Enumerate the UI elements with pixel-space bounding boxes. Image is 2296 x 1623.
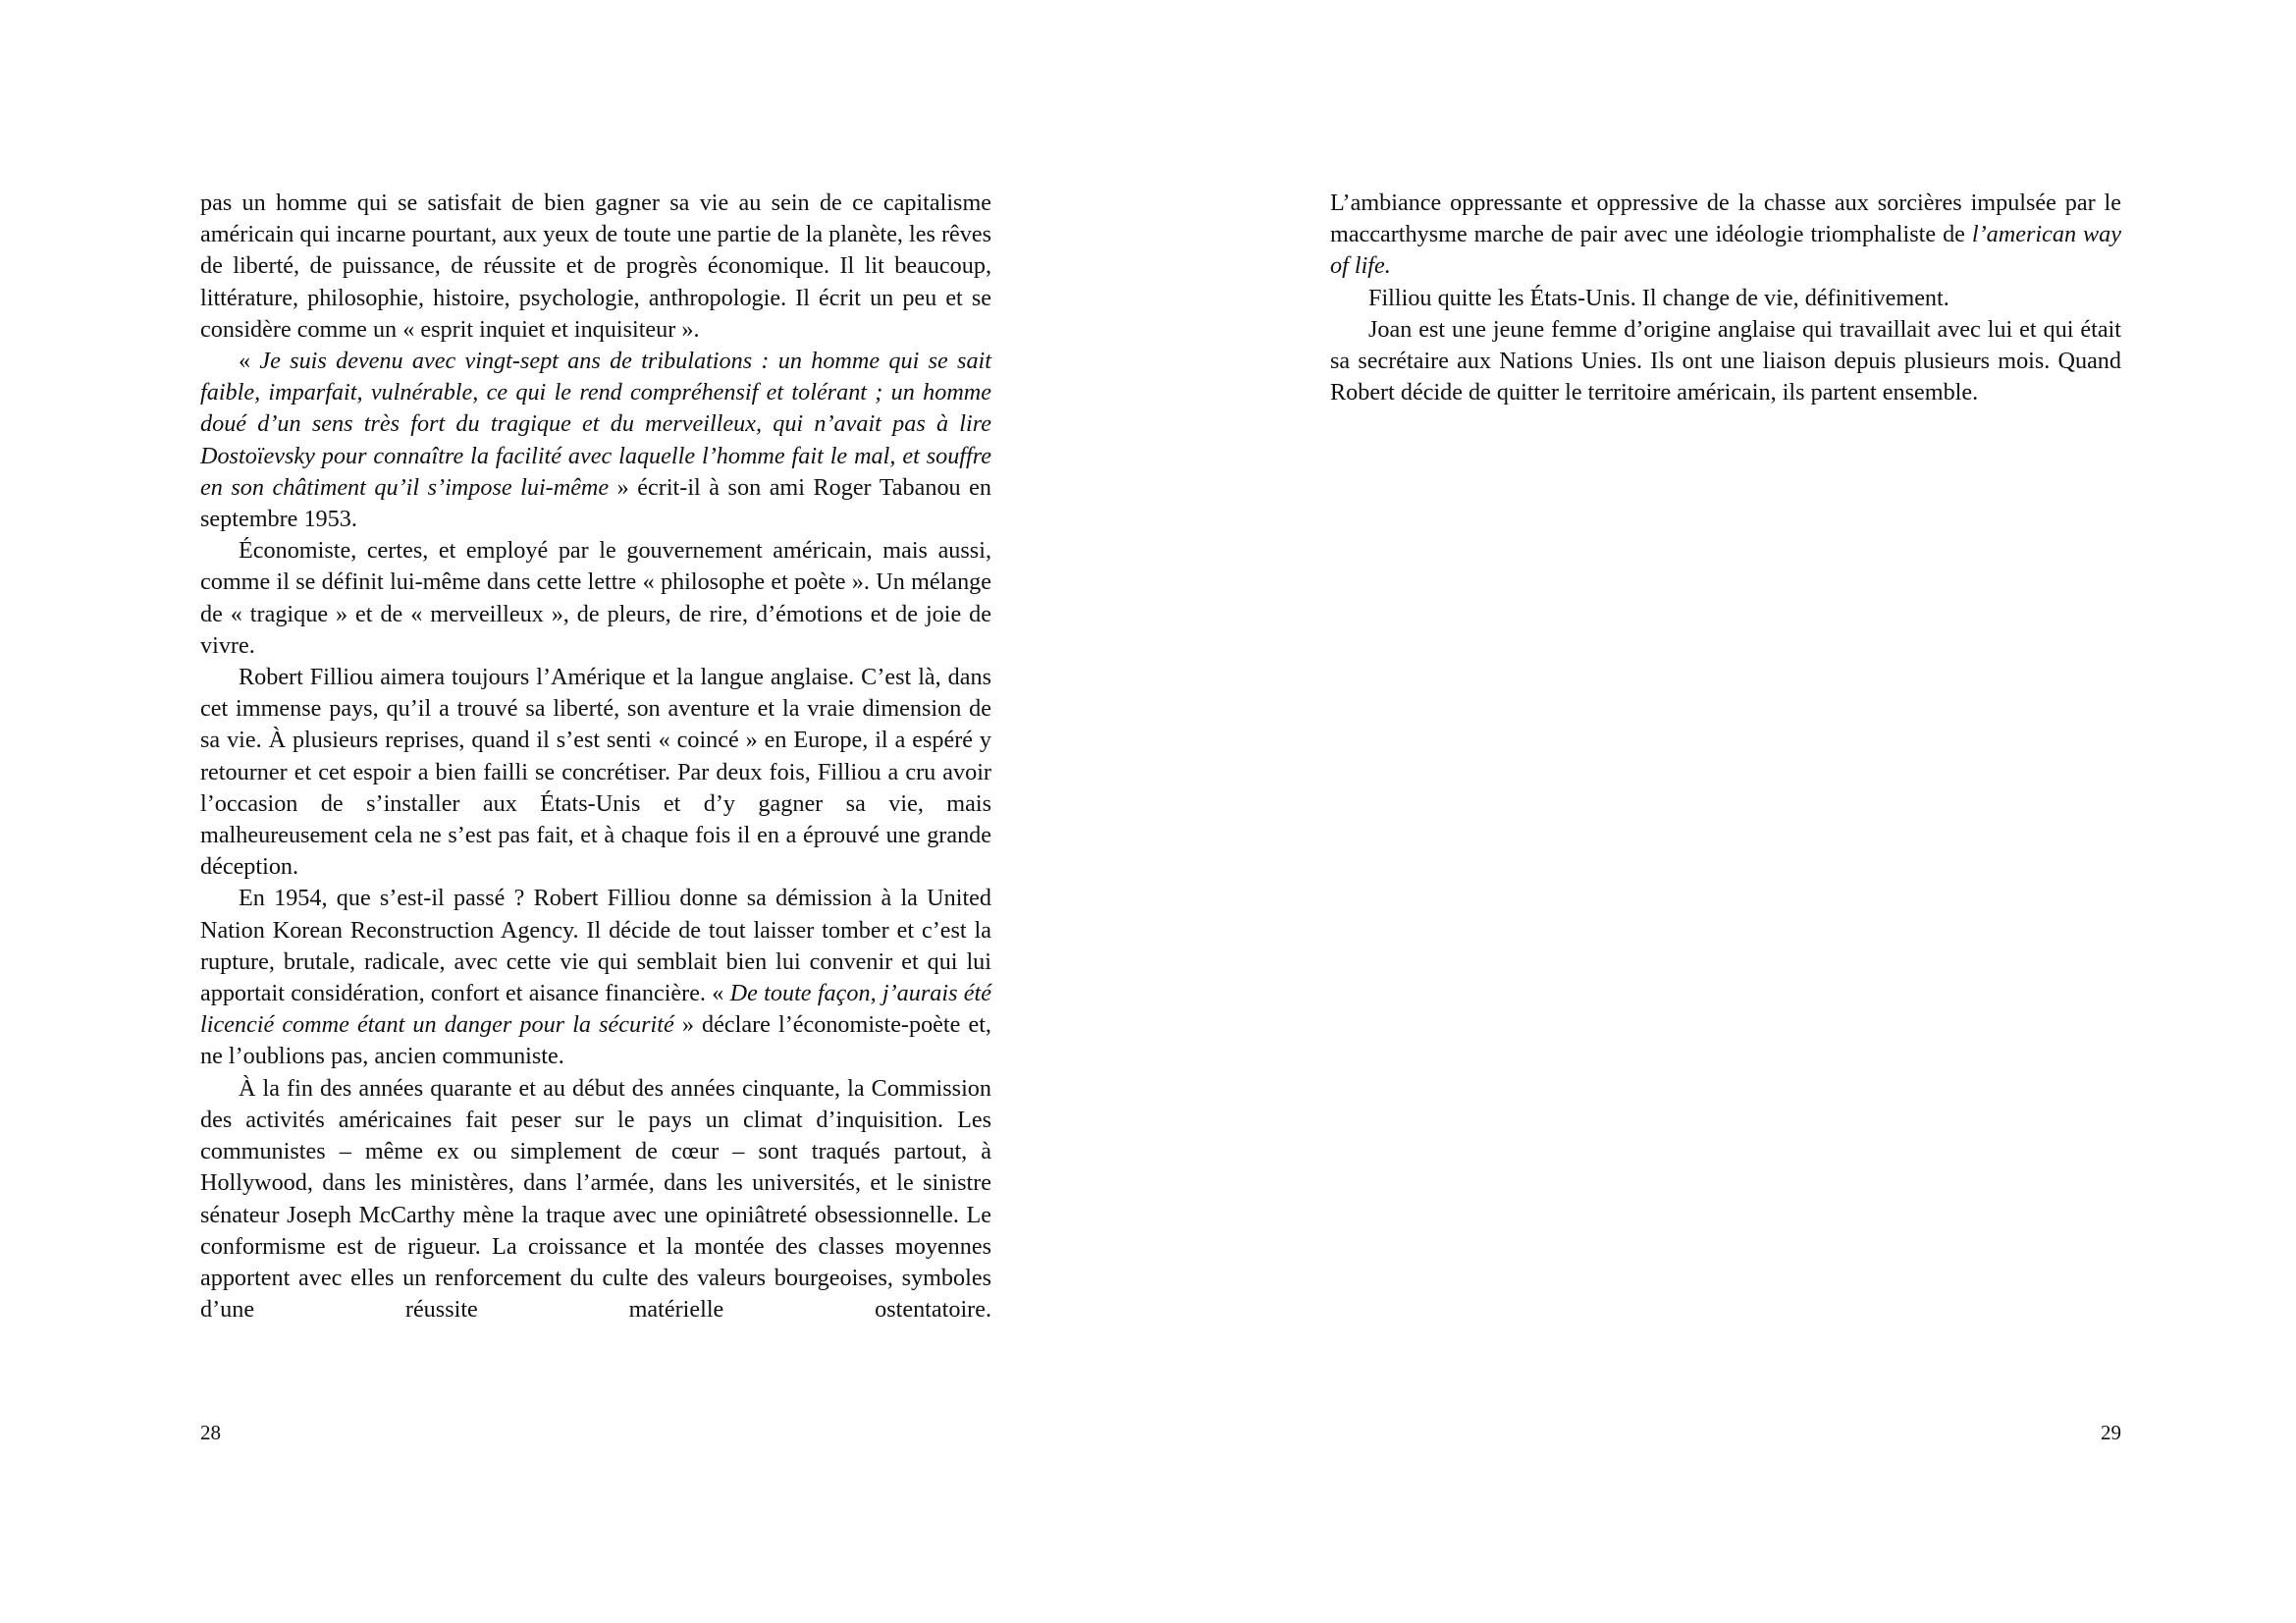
- paragraph: Joan est une jeune femme d’origine anglaise qui travaillait avec lui et qui était sa secrétaire aux Nations Unies. Ils ont une liaison depuis plusieurs mois. Quand Robert décide de quitter le territoire américain, ils partent ensemble.: [1330, 315, 2121, 406]
- text-after-quote: » déclare l’économiste-poète et, ne l’oublions pas, ancien communiste.: [200, 1011, 991, 1070]
- page-number: 29: [2101, 1421, 2121, 1444]
- paragraph-quote: [200, 346, 991, 535]
- paragraph: À la fin des années quarante et au début des années cinquante, la Commission des activités américaines fait peser sur le pays un climat d’inquisition. Les communistes – même ex ou simplement de cœur – sont traqués partout, à Hollywood, dans les ministères, dans l’armée, dans les universités, et le sinistre sénateur Joseph McCarthy mène la traque avec une opiniâtreté obsessionnelle. Le conformisme est de rigueur. La croissance et la montée des classes moyennes apportent avec elles un renforcement du culte des valeurs bourgeoises, symboles d’une réussite matérielle ostentatoire.: [200, 1074, 991, 1324]
- quote-open: «: [239, 348, 260, 375]
- text-before-quote: En 1954, que s’est-il passé ? Robert Filliou donne sa démission à la United Nation Korean Reconstruction Agency. Il décide de tout laisser tomber et c’est la rupture, brutale, radicale, avec cette vie qui semblait bien lui convenir et qui lui apportait considération, confort et aisance financière. «: [200, 885, 991, 1007]
- paragraph: pas un homme qui se satisfait de bien gagner sa vie au sein de ce capitalisme américain qui incarne pourtant, aux yeux de toute une partie de la planète, les rêves de liberté, de puissance, de réussite et de progrès économique. Il lit beaucoup, littérature, philosophie, histoire, psychologie, anthropologie. Il écrit un peu et se considère comme un « esprit inquiet et inquisiteur ».: [200, 189, 991, 343]
- text-before-italic: L’ambiance oppressante et oppressive de la chasse aux sorcières impulsée par le maccarthysme marche de pair avec une idéologie triomphaliste de: [1330, 189, 2121, 248]
- left-page-body: [200, 188, 991, 1325]
- italic-quote: De toute façon, j’aurais été licencié comme étant un danger pour la sécurité: [200, 980, 991, 1039]
- paragraph: Filliou quitte les États-Unis. Il change de vie, définitivement.: [1368, 284, 1949, 311]
- quote-close: » écrit-il à son ami Roger Tabanou en septembre 1953.: [200, 473, 991, 533]
- paragraph: [1330, 188, 2121, 283]
- italic-phrase: l’american way of life.: [1330, 221, 2121, 280]
- paragraph: Robert Filliou aimera toujours l’Amérique et la langue anglaise. C’est là, dans cet immense pays, qu’il a trouvé sa liberté, son aventure et la vraie dimension de sa vie. À plusieurs reprises, quand il s’est senti « coincé » en Europe, il a espéré y retourner et cet espoir a bien failli se concrétiser. Par deux fois, Filliou a cru avoir l’occasion de s’installer aux États-Unis et d’y gagner sa vie, mais malheureusement cela ne s’est pas fait, et à chaque fois il en a éprouvé une grande déception.: [200, 664, 991, 881]
- right-page-body: [1330, 188, 2121, 408]
- right-page: [1148, 0, 2296, 1623]
- page-number: 28: [200, 1421, 221, 1444]
- paragraph-quote: [200, 883, 991, 1072]
- italic-quote: Je suis devenu avec vingt-sept ans de tribulations : un homme qui se sait faible, imparfait, vulnérable, ce qui le rend compréhensif et tolérant ; un homme doué d’un sens très fort du tragique et du merveilleux, qui n’avait pas à lire Dostoïevsky pour connaître la facilité avec laquelle l’homme fait le mal, et souffre en son châtiment qu’il s’impose lui-même: [200, 348, 992, 501]
- paragraph: Économiste, certes, et employé par le gouvernement américain, mais aussi, comme il se définit lui-même dans cette lettre « philosophe et poète ». Un mélange de « tragique » et de « merveilleux », de pleurs, de rire, d’émotions et de joie de vivre.: [200, 537, 991, 659]
